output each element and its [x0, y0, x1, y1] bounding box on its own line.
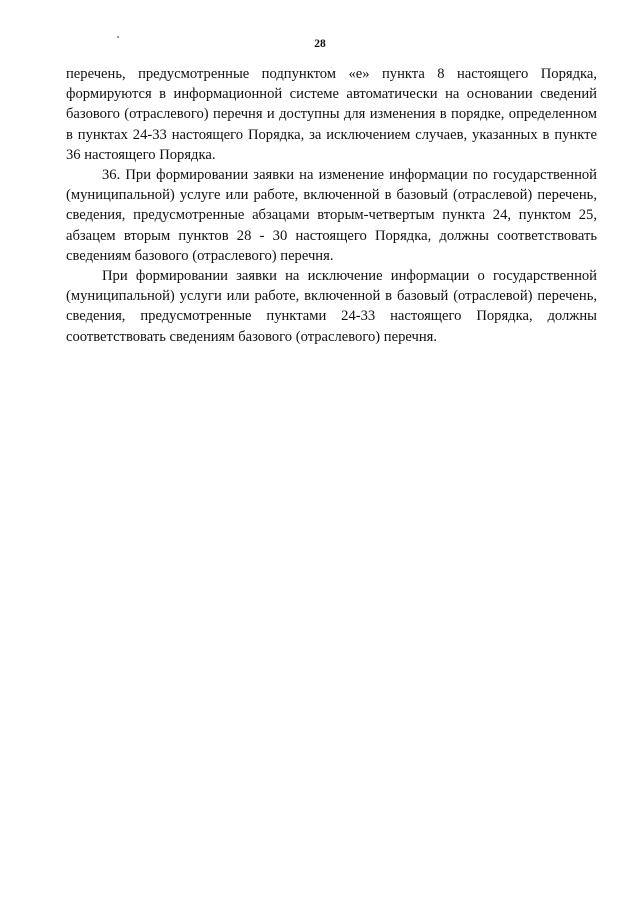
paragraph-continuation: перечень, предусмотренные подпунктом «е» пункта 8 настоящего Порядка, формируются в информационной системе автоматически на основании сведений базового (отраслевого) перечня и доступны для изменения в порядке, определенном в пунктах 24-33 настоящего Порядка, за исключением случаев, указанных в пункте 36 настоящего Порядка. [66, 66, 597, 163]
page-number: 28 [314, 38, 326, 50]
paragraph-exclusion: При формировании заявки на исключение информации о государственной (муниципальной) услуги или работе, включенной в базовый (отраслевой) перечень, сведения, предусмотренные пунктами 24-33 настоящего Порядка, должны соответствовать сведениям базового (отраслевого) перечня. [66, 268, 597, 345]
document-body [66, 64, 597, 347]
paragraph-36: 36. При формировании заявки на изменение информации по государственной (муниципальной) услуге или работе, включенной в базовый (отраслевой) перечень, сведения, предусмотренные абзацами вторым-четвертым пункта 24, пунктом 25, абзацем вторым пунктов 28 - 30 настоящего Порядка, должны соответствовать сведениям базового (отраслевого) перечня. [66, 167, 597, 264]
